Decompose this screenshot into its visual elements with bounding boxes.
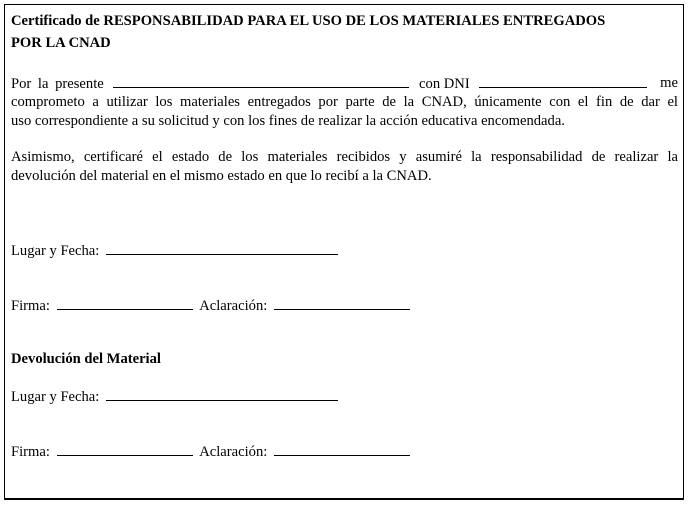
firma-row-2 (11, 441, 410, 462)
firma-label: Firma: (11, 298, 50, 314)
firma-label: Firma: (11, 444, 50, 460)
firma-field[interactable] (57, 295, 193, 310)
certificate-title-line1: Certificado de RESPONSABILIDAD PARA EL USO DE LOS MATERIALES ENTREGADOS (11, 13, 606, 29)
me-text: me (660, 75, 678, 91)
por-la-presente-text: Por la presente (11, 76, 104, 92)
firma-field[interactable] (57, 441, 193, 456)
paragraph-2-line-1: Asimismo, certificaré el estado de los materiales recibidos y asumiré la responsabilidad de realizar la (11, 149, 678, 165)
lugar-fecha-row-1 (11, 240, 338, 261)
firma-row-1 (11, 295, 410, 316)
aclaracion-label: Aclaración: (199, 298, 268, 314)
con-dni-text: con DNI (419, 76, 470, 92)
name-blank-field[interactable] (113, 73, 409, 88)
lugar-fecha-label: Lugar y Fecha: (11, 243, 100, 259)
aclaracion-field[interactable] (274, 441, 410, 456)
aclaracion-label: Aclaración: (199, 444, 268, 460)
dni-blank-field[interactable] (479, 73, 647, 88)
lugar-fecha-field[interactable] (106, 240, 338, 255)
lugar-fecha-field[interactable] (106, 386, 338, 401)
paragraph-1-line-1 (11, 73, 678, 94)
devolucion-heading: Devolución del Material (11, 351, 161, 367)
lugar-fecha-label: Lugar y Fecha: (11, 389, 100, 405)
lugar-fecha-row-2 (11, 386, 338, 407)
certificate-title-line2: POR LA CNAD (11, 35, 111, 51)
aclaracion-field[interactable] (274, 295, 410, 310)
paragraph-1-line-3: uso correspondiente a su solicitud y con los fines de realizar la acción educativa encomendada. (11, 113, 565, 129)
paragraph-2-line-2: devolución del material en el mismo estado en que lo recibí a la CNAD. (11, 168, 432, 184)
paragraph-1-line-2: comprometo a utilizar los materiales entregados por parte de la CNAD, únicamente con el fin de dar el (11, 94, 678, 110)
